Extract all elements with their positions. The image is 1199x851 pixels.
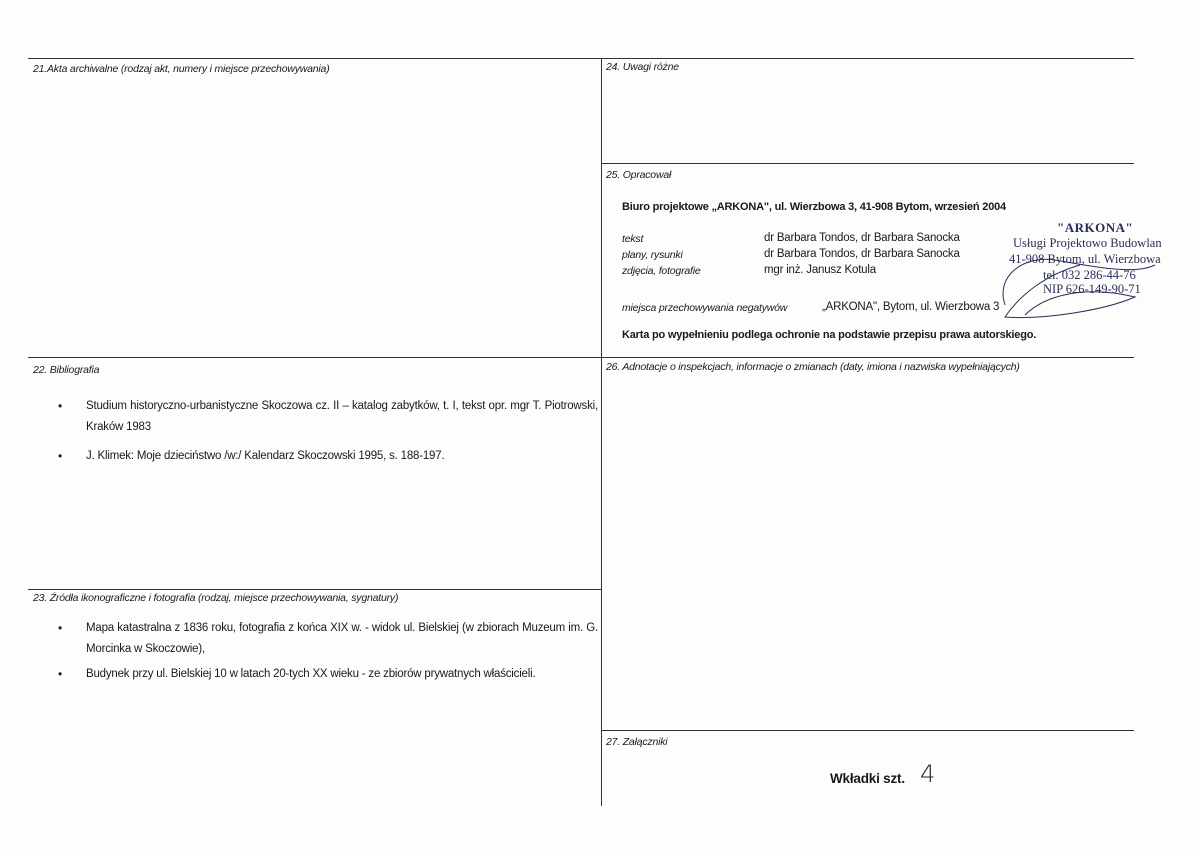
role-text-label: tekst	[622, 233, 644, 245]
stamp-services: Usługi Projektowo Budowlan	[1013, 236, 1162, 250]
bibliography-list	[58, 396, 598, 475]
rule-21-22	[28, 357, 601, 358]
section-24-label: 24. Uwagi różne	[606, 61, 679, 73]
section-26-label: 26. Adnotacje o inspekcjach, informacje o zmianach (daty, imiona i nazwiska wypełniających)	[606, 361, 1020, 373]
stamp-phone: tel. 032 286-44-76	[1043, 268, 1136, 282]
section-21-label: 21.Akta archiwalne (rodzaj akt, numery i miejsce przechowywania)	[33, 63, 330, 75]
rule-22-23	[28, 589, 601, 590]
negatives-value: „ARKONA", Bytom, ul. Wierzbowa 3	[822, 301, 1000, 313]
iconography-list	[58, 618, 598, 693]
role-drawings-names: dr Barbara Tondos, dr Barbara Sanocka	[764, 248, 960, 260]
inserts-count: 4	[920, 760, 936, 788]
copyright-note: Karta po wypełnieniu podlega ochronie na podstawie przepisu prawa autorskiego.	[622, 329, 1037, 341]
list-item	[58, 618, 598, 660]
bullet-icon: •	[58, 449, 63, 463]
section-22-label: 22. Bibliografia	[33, 364, 100, 376]
section-27-label: 27. Załączniki	[606, 736, 668, 748]
section-23-label: 23. Źródła ikonograficzne i fotografia (rodzaj, miejsce przechowywania, sygnatury)	[33, 592, 399, 604]
rule-24-25	[601, 163, 1134, 164]
bibliography-item-1: Studium historyczno-urbanistyczne Skoczowa cz. II – katalog zabytków, t. I, tekst opr. mgr T. Piotrowski, Kraków 1983	[86, 400, 598, 433]
inserts-label: Wkładki szt.	[830, 771, 905, 786]
bibliography-item-2: J. Klimek: Moje dzieciństwo /w:/ Kalendarz Skoczowski 1995, s. 188-197.	[86, 450, 445, 462]
rule-26-27	[601, 730, 1134, 731]
column-divider	[601, 58, 602, 806]
bullet-icon: •	[58, 621, 63, 635]
list-item	[58, 446, 598, 467]
bullet-icon: •	[58, 399, 63, 413]
iconography-item-1: Mapa katastralna z 1836 roku, fotografia z końca XIX w. - widok ul. Bielskiej (w zbiorach Muzeum im. G. Morcinka w Skoczowie),	[86, 622, 598, 655]
stamp-address: 41-908 Bytom, ul. Wierzbowa	[1009, 252, 1161, 266]
role-text-names: dr Barbara Tondos, dr Barbara Sanocka	[764, 232, 960, 244]
bullet-icon: •	[58, 667, 63, 681]
stamp-nip: NIP 626-149-90-71	[1043, 282, 1141, 296]
role-photos-label: zdjęcia, fotografie	[622, 265, 701, 277]
rule-25-26	[601, 357, 1134, 358]
design-office-line: Biuro projektowe „ARKONA", ul. Wierzbowa 3, 41-908 Bytom, wrzesień 2004	[622, 201, 1006, 213]
top-rule	[28, 58, 1134, 59]
stamp-name: "ARKONA"	[1057, 220, 1134, 235]
signature-scribble	[985, 235, 1165, 345]
list-item	[58, 396, 598, 438]
list-item	[58, 664, 598, 685]
role-drawings-label: plany, rysunki	[622, 249, 683, 261]
negatives-label: miejsca przechowywania negatywów	[622, 302, 788, 314]
section-25-label: 25. Opracował	[606, 169, 672, 181]
iconography-item-2: Budynek przy ul. Bielskiej 10 w latach 20-tych XX wieku - ze zbiorów prywatnych właścicieli.	[86, 668, 536, 680]
role-photos-names: mgr inż. Janusz Kotula	[764, 264, 876, 276]
